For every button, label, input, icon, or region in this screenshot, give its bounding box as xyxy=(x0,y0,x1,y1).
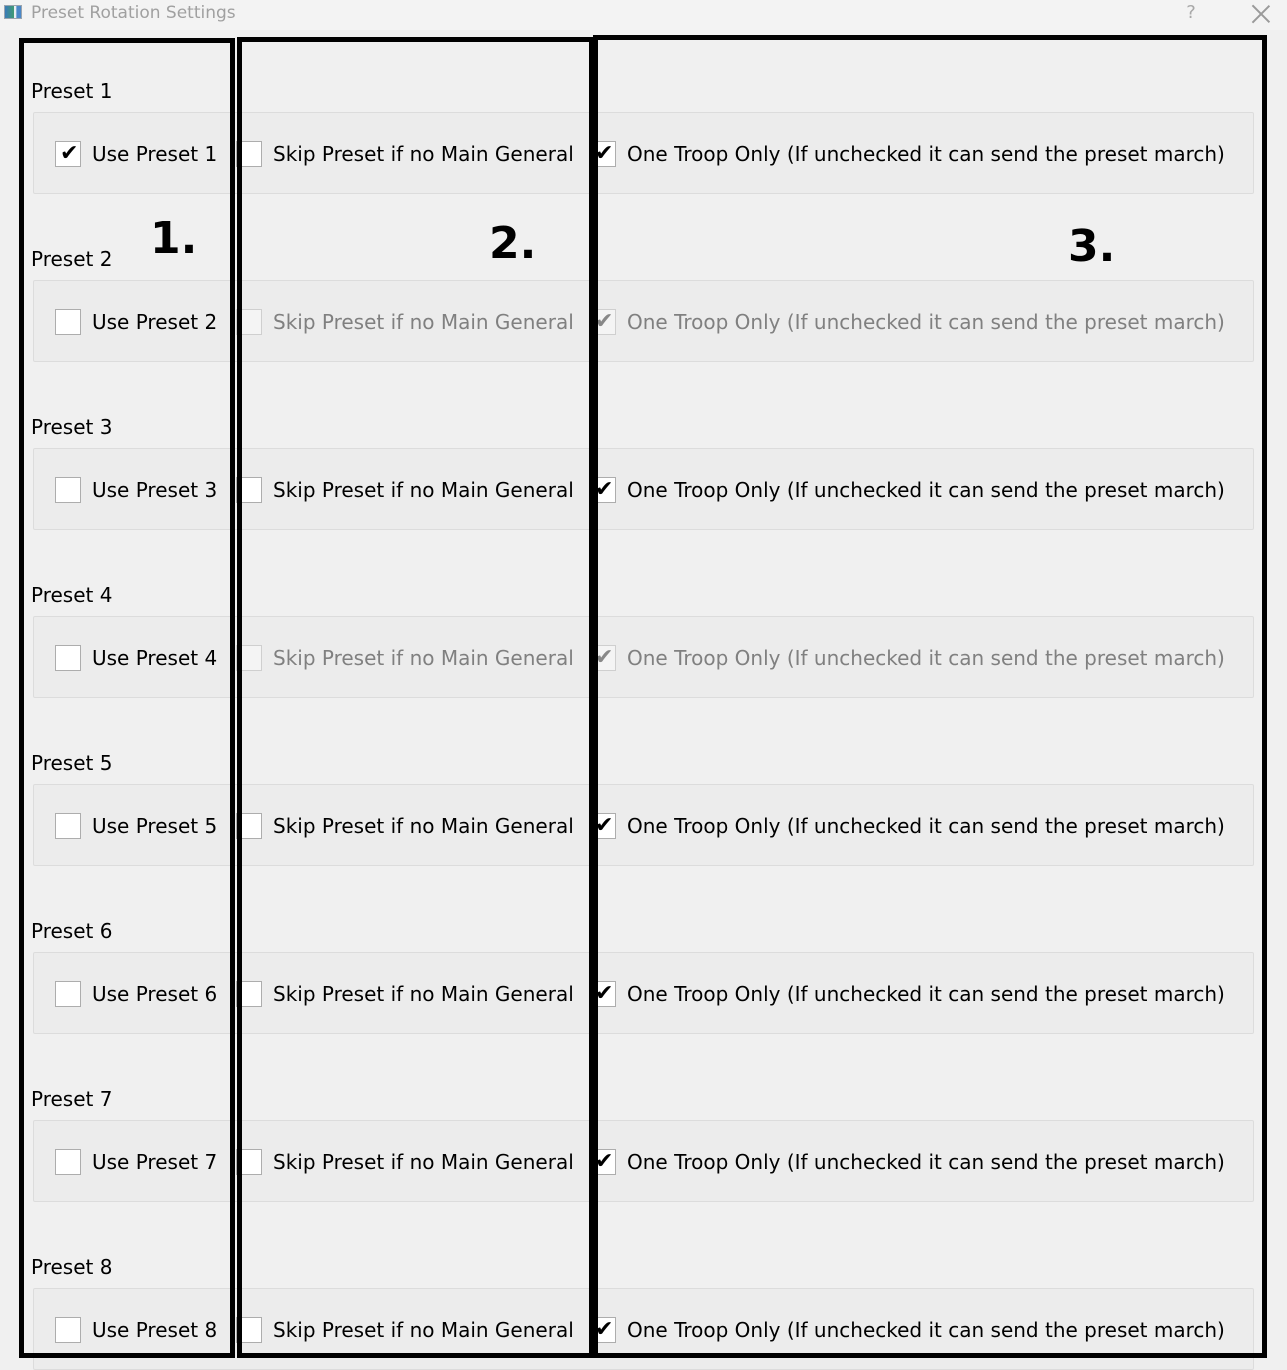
preset-group-title: Preset 5 xyxy=(31,751,113,775)
use-preset-checkbox-item[interactable] xyxy=(55,307,217,337)
preset-group-title: Preset 3 xyxy=(31,415,113,439)
one-troop-only-checkbox-item-label: One Troop Only (If unchecked it can send the preset march) xyxy=(627,310,1225,334)
check-mark-icon: ✔ xyxy=(60,141,79,166)
skip-preset-checkbox-item-checkbox[interactable] xyxy=(236,141,262,167)
skip-preset-checkbox-item-checkbox[interactable] xyxy=(236,813,262,839)
use-preset-checkbox-item[interactable] xyxy=(55,811,217,841)
one-troop-only-checkbox-item-checkbox[interactable] xyxy=(590,981,616,1007)
one-troop-only-checkbox-item[interactable] xyxy=(590,979,1225,1009)
preset-group-box xyxy=(33,784,1254,866)
window-title: Preset Rotation Settings xyxy=(31,3,236,23)
preset-group-box xyxy=(33,448,1254,530)
one-troop-only-checkbox-item[interactable] xyxy=(590,307,1225,337)
use-preset-checkbox-item[interactable] xyxy=(55,139,217,169)
one-troop-only-checkbox-item-checkbox[interactable] xyxy=(590,309,616,335)
skip-preset-checkbox-item-label: Skip Preset if no Main General xyxy=(273,814,574,838)
use-preset-checkbox-item-label: Use Preset 2 xyxy=(92,310,218,334)
use-preset-checkbox-item[interactable] xyxy=(55,979,217,1009)
skip-preset-checkbox-item[interactable] xyxy=(236,1315,574,1345)
check-mark-icon: ✔ xyxy=(595,477,614,502)
use-preset-checkbox-item-checkbox[interactable] xyxy=(55,1149,81,1175)
skip-preset-checkbox-item[interactable] xyxy=(236,811,574,841)
one-troop-only-checkbox-item-checkbox[interactable] xyxy=(590,645,616,671)
use-preset-checkbox-item-label: Use Preset 1 xyxy=(92,142,218,166)
skip-preset-checkbox-item-label: Skip Preset if no Main General xyxy=(273,982,574,1006)
use-preset-checkbox-item-checkbox[interactable] xyxy=(55,141,81,167)
one-troop-only-checkbox-item-label: One Troop Only (If unchecked it can send the preset march) xyxy=(627,814,1225,838)
preset-group-title: Preset 2 xyxy=(31,247,113,271)
check-mark-icon: ✔ xyxy=(595,1149,614,1174)
one-troop-only-checkbox-item[interactable] xyxy=(590,1147,1225,1177)
skip-preset-checkbox-item-label: Skip Preset if no Main General xyxy=(273,1150,574,1174)
check-mark-icon: ✔ xyxy=(595,981,614,1006)
help-button[interactable]: ? xyxy=(1186,2,1196,23)
skip-preset-checkbox-item[interactable] xyxy=(236,139,574,169)
one-troop-only-checkbox-item-label: One Troop Only (If unchecked it can send the preset march) xyxy=(627,982,1225,1006)
use-preset-checkbox-item-label: Use Preset 4 xyxy=(92,646,218,670)
one-troop-only-checkbox-item[interactable] xyxy=(590,139,1225,169)
check-mark-icon: ✔ xyxy=(595,1317,614,1342)
skip-preset-checkbox-item-checkbox[interactable] xyxy=(236,477,262,503)
skip-preset-checkbox-item-label: Skip Preset if no Main General xyxy=(273,1318,574,1342)
annotation-label-2: 2. xyxy=(489,218,537,269)
check-mark-icon: ✔ xyxy=(595,645,614,670)
preset-group-box xyxy=(33,952,1254,1034)
one-troop-only-checkbox-item-label: One Troop Only (If unchecked it can send the preset march) xyxy=(627,1150,1225,1174)
use-preset-checkbox-item-checkbox[interactable] xyxy=(55,309,81,335)
use-preset-checkbox-item-checkbox[interactable] xyxy=(55,813,81,839)
skip-preset-checkbox-item-checkbox[interactable] xyxy=(236,645,262,671)
check-mark-icon: ✔ xyxy=(595,141,614,166)
skip-preset-checkbox-item-label: Skip Preset if no Main General xyxy=(273,478,574,502)
one-troop-only-checkbox-item-checkbox[interactable] xyxy=(590,813,616,839)
skip-preset-checkbox-item-label: Skip Preset if no Main General xyxy=(273,310,574,334)
use-preset-checkbox-item-label: Use Preset 8 xyxy=(92,1318,218,1342)
preset-group-box xyxy=(33,280,1254,362)
skip-preset-checkbox-item[interactable] xyxy=(236,1147,574,1177)
preset-group-title: Preset 6 xyxy=(31,919,113,943)
skip-preset-checkbox-item[interactable] xyxy=(236,979,574,1009)
one-troop-only-checkbox-item-checkbox[interactable] xyxy=(590,1317,616,1343)
use-preset-checkbox-item-label: Use Preset 6 xyxy=(92,982,218,1006)
close-icon[interactable] xyxy=(1251,4,1271,24)
skip-preset-checkbox-item-checkbox[interactable] xyxy=(236,1317,262,1343)
use-preset-checkbox-item-label: Use Preset 3 xyxy=(92,478,218,502)
skip-preset-checkbox-item-label: Skip Preset if no Main General xyxy=(273,646,574,670)
one-troop-only-checkbox-item[interactable] xyxy=(590,1315,1225,1345)
title-bar xyxy=(0,0,1287,30)
use-preset-checkbox-item-checkbox[interactable] xyxy=(55,981,81,1007)
use-preset-checkbox-item-checkbox[interactable] xyxy=(55,645,81,671)
preset-group-box xyxy=(33,112,1254,194)
app-window-icon xyxy=(4,5,22,19)
one-troop-only-checkbox-item-label: One Troop Only (If unchecked it can send the preset march) xyxy=(627,646,1225,670)
preset-group-box xyxy=(33,1120,1254,1202)
one-troop-only-checkbox-item-label: One Troop Only (If unchecked it can send the preset march) xyxy=(627,478,1225,502)
skip-preset-checkbox-item-checkbox[interactable] xyxy=(236,981,262,1007)
one-troop-only-checkbox-item[interactable] xyxy=(590,475,1225,505)
one-troop-only-checkbox-item-checkbox[interactable] xyxy=(590,477,616,503)
skip-preset-checkbox-item-checkbox[interactable] xyxy=(236,1149,262,1175)
one-troop-only-checkbox-item[interactable] xyxy=(590,811,1225,841)
preset-group-title: Preset 1 xyxy=(31,79,113,103)
one-troop-only-checkbox-item-checkbox[interactable] xyxy=(590,1149,616,1175)
preset-group-title: Preset 7 xyxy=(31,1087,113,1111)
annotation-label-3: 3. xyxy=(1068,221,1116,272)
preset-group-box xyxy=(33,616,1254,698)
skip-preset-checkbox-item[interactable] xyxy=(236,643,574,673)
skip-preset-checkbox-item-label: Skip Preset if no Main General xyxy=(273,142,574,166)
one-troop-only-checkbox-item-label: One Troop Only (If unchecked it can send the preset march) xyxy=(627,1318,1225,1342)
preset-group-title: Preset 8 xyxy=(31,1255,113,1279)
preset-group-title: Preset 4 xyxy=(31,583,113,607)
use-preset-checkbox-item[interactable] xyxy=(55,1315,217,1345)
use-preset-checkbox-item-checkbox[interactable] xyxy=(55,1317,81,1343)
check-mark-icon: ✔ xyxy=(595,813,614,838)
use-preset-checkbox-item-label: Use Preset 7 xyxy=(92,1150,218,1174)
use-preset-checkbox-item-label: Use Preset 5 xyxy=(92,814,218,838)
use-preset-checkbox-item-checkbox[interactable] xyxy=(55,477,81,503)
use-preset-checkbox-item[interactable] xyxy=(55,1147,217,1177)
use-preset-checkbox-item[interactable] xyxy=(55,475,217,505)
skip-preset-checkbox-item[interactable] xyxy=(236,475,574,505)
one-troop-only-checkbox-item-checkbox[interactable] xyxy=(590,141,616,167)
one-troop-only-checkbox-item-label: One Troop Only (If unchecked it can send the preset march) xyxy=(627,142,1225,166)
annotation-label-1: 1. xyxy=(150,213,198,264)
one-troop-only-checkbox-item[interactable] xyxy=(590,643,1225,673)
skip-preset-checkbox-item-checkbox[interactable] xyxy=(236,309,262,335)
skip-preset-checkbox-item[interactable] xyxy=(236,307,574,337)
check-mark-icon: ✔ xyxy=(595,309,614,334)
use-preset-checkbox-item[interactable] xyxy=(55,643,217,673)
